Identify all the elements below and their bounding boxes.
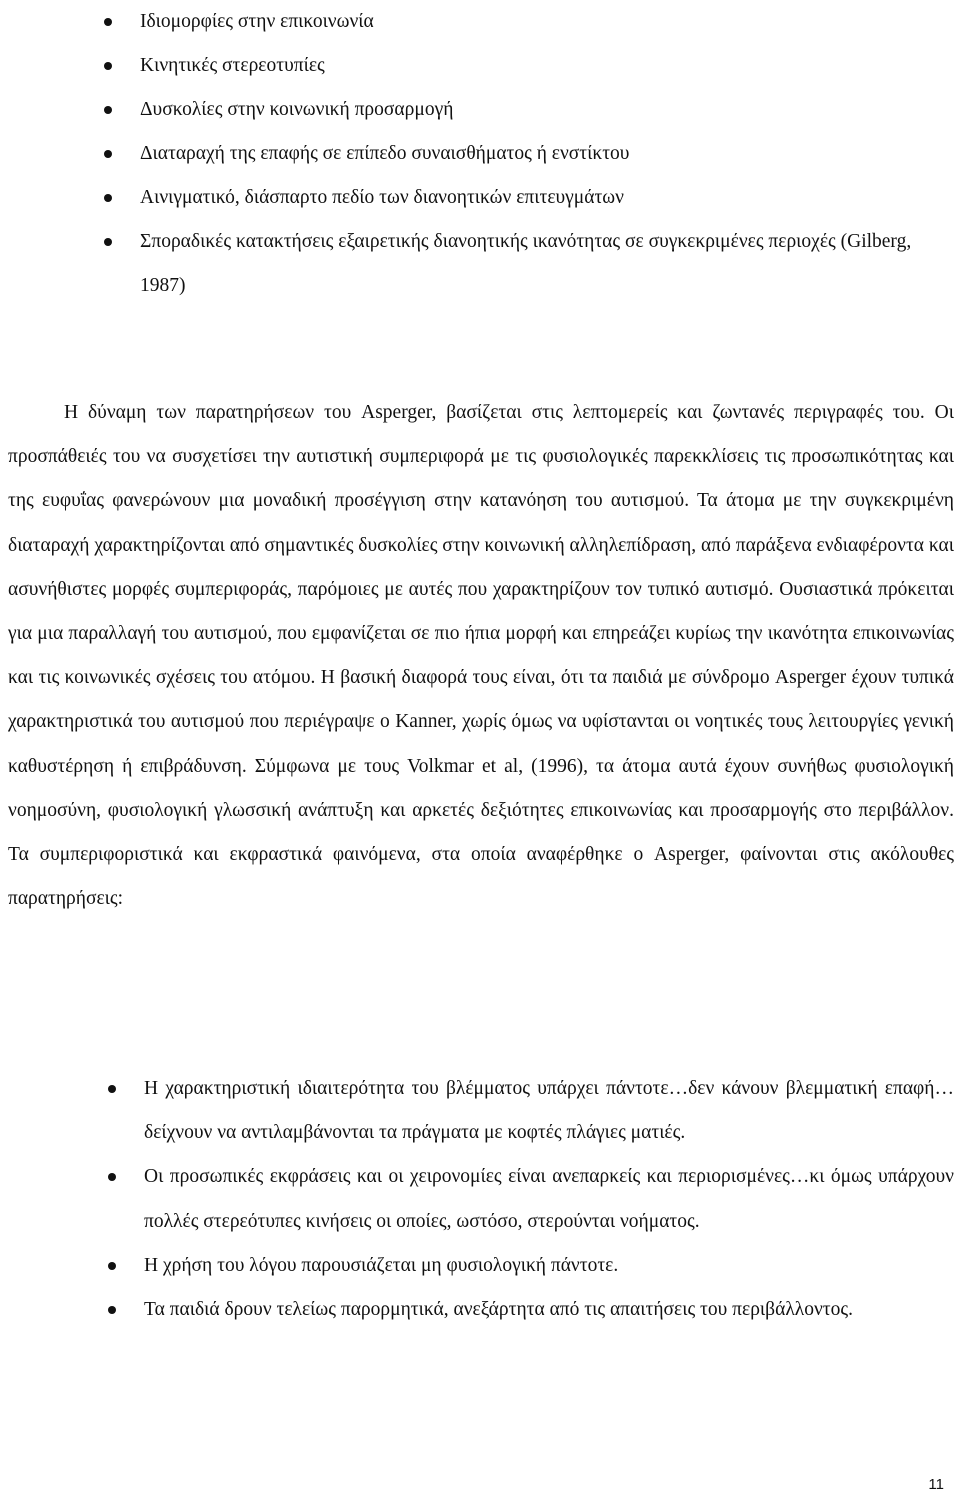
list-item-text: Η χαρακτηριστική ιδιαιτερότητα του βλέμματος υπάρχει πάντοτε…δεν κάνουν βλεμματική επαφή…δείχνουν να αντιλαμβάνονται τα πράγματα με κοφτές πλάγιες ματιές. [144, 1078, 954, 1144]
list-item [0, 176, 960, 220]
list-item [0, 0, 960, 44]
list-item [0, 220, 960, 308]
list-item [0, 1288, 960, 1332]
list-item [0, 1067, 960, 1155]
bullet-icon [108, 1306, 116, 1314]
list-item [0, 1244, 960, 1288]
list-item-text: Διαταραχή της επαφής σε επίπεδο συναισθήματος ή ενστίκτου [140, 143, 630, 164]
body-paragraph: Η δύναμη των παρατηρήσεων του Asperger, βασίζεται στις λεπτομερείς και ζωντανές περιγραφές του. Οι προσπάθειές του να συσχετίσει την αυτιστική συμπεριφορά με τις φυσιολογικές παρεκκλίσεις τις προσωπικότητας και της ευφυΐας φανερώνουν μια μοναδική προσέγγιση στην κατανόηση του αυτισμού. Τα άτομα με την συγκεκριμένη διαταραχή χαρακτηρίζονται από σημαντικές δυσκολίες στην κοινωνική αλληλεπίδραση, από παράξενα ενδιαφέροντα και ασυνήθιστες μορφές συμπεριφοράς, παρόμοιες με αυτές που χαρακτηρίζουν τον τυπικό αυτισμό. Ουσιαστικά πρόκειται για μια παραλλαγή του αυτισμού, που εμφανίζεται σε πιο ήπια μορφή και επηρεάζει κυρίως την ικανότητα επικοινωνίας και τις κοινωνικές σχέσεις του ατόμου. Η βασική διαφορά τους είναι, ότι τα παιδιά με σύνδρομο Asperger έχουν τυπικά χαρακτηριστικά του αυτισμού που περιέγραψε ο Kanner, χωρίς όμως να υφίστανται οι νοητικές τους λειτουργίες γενική καθυστέρηση ή επιβράδυνση. Σύμφωνα με τους Volkmar et al, (1996), τα άτομα αυτά έχουν συνήθως φυσιολογική νοημοσύνη, φυσιολογική γλωσσική ανάπτυξη και αρκετές δεξιότητες επικοινωνίας και προσαρμογής στο περιβάλλον. Τα συμπεριφοριστικά και εκφραστικά φαινόμενα, στα οποία αναφέρθηκε ο Asperger, φαίνονται στις ακόλουθες παρατηρήσεις: [8, 402, 954, 910]
list-item-text: Οι προσωπικές εκφράσεις και οι χειρονομίες είναι ανεπαρκείς και περιορισμένες…κι όμως υπάρχουν πολλές στερεότυπες κινήσεις οι οποίες, ωστόσο, στερούνται νοήματος. [144, 1166, 954, 1232]
list-item-text: Η χρήση του λόγου παρουσιάζεται μη φυσιολογική πάντοτε. [144, 1254, 619, 1276]
top-bullet-list [0, 0, 960, 308]
list-item-text: Αινιγματικό, διάσπαρτο πεδίο των διανοητικών επιτευγμάτων [140, 187, 624, 208]
bullet-icon [104, 106, 112, 114]
list-item [0, 88, 960, 132]
bullet-icon [108, 1085, 116, 1093]
bottom-bullet-list [0, 1067, 960, 1332]
list-item [0, 132, 960, 176]
list-item-text: Δυσκολίες στην κοινωνική προσαρμογή [140, 99, 454, 120]
bullet-icon [104, 194, 112, 202]
page-number: 11 [928, 1476, 944, 1493]
list-item-text: Κινητικές στερεοτυπίες [140, 55, 325, 76]
bullet-icon [104, 18, 112, 26]
bullet-icon [104, 238, 112, 246]
list-item-text: Τα παιδιά δρουν τελείως παρορμητικά, ανεξάρτητα από τις απαιτήσεις του περιβάλλοντος. [144, 1299, 853, 1321]
bullet-icon [104, 62, 112, 70]
list-item [0, 44, 960, 88]
bullet-icon [104, 150, 112, 158]
bullet-icon [108, 1262, 116, 1270]
list-item-text: Ιδιομορφίες στην επικοινωνία [140, 11, 374, 32]
bullet-icon [108, 1173, 116, 1181]
list-item-text: Σποραδικές κατακτήσεις εξαιρετικής διανοητικής ικανότητας σε συγκεκριμένες περιοχές (Gilberg, 1987) [140, 231, 912, 296]
list-item [0, 1155, 960, 1243]
